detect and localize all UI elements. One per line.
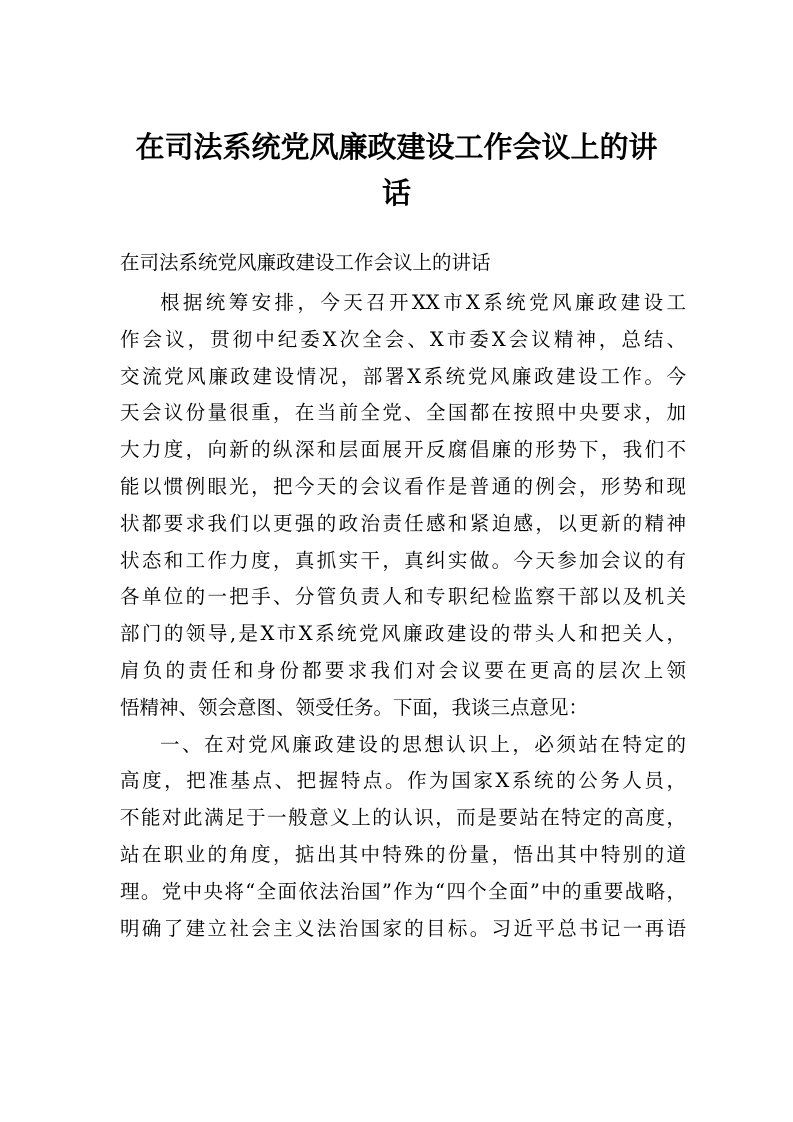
- document-subtitle: 在司法系统党风廉政建设工作会议上的讲话: [120, 251, 491, 274]
- document-title: [100, 124, 693, 216]
- text-line: 作会议，贯彻中纪委X次全会、X市委X会议精神，总结、: [120, 327, 686, 351]
- text-line: 各单位的一把手、分管负责人和专职纪检监察干部以及机关: [120, 585, 686, 609]
- title-line: 话: [381, 176, 411, 210]
- paragraph-intro: [120, 285, 686, 727]
- text-line: 一、在对党风廉政建设的思想认识上，必须站在特定的: [160, 732, 686, 756]
- text-line: 明确了建立社会主义法治国家的目标。习近平总书记一再语: [120, 916, 686, 940]
- text-line: 高度，把准基点、把握特点。作为国家X系统的公务人员，: [120, 769, 686, 793]
- text-line: 天会议份量很重，在当前全党、全国都在按照中央要求，加: [120, 401, 686, 425]
- text-line: 部门的领导,是X市X系统党风廉政建设的带头人和把关人，: [120, 622, 686, 646]
- text-line: 状都要求我们以更强的政治责任感和紧迫感，以更新的精神: [120, 511, 686, 535]
- text-line: 根据统筹安排，今天召开XX市X系统党风廉政建设工: [160, 291, 686, 314]
- text-line: 站在职业的角度，掂出其中特殊的份量，悟出其中特别的道: [120, 842, 686, 866]
- text-line: 大力度，向新的纵深和层面展开反腐倡廉的形势下，我们不: [120, 438, 686, 462]
- text-line: 不能对此满足于一般意义上的认识，而是要站在特定的高度，: [120, 806, 686, 830]
- text-line: 能以惯例眼光，把今天的会议看作是普通的例会，形势和现: [120, 474, 686, 498]
- text-line: 状态和工作力度，真抓实干，真纠实做。今天参加会议的有: [120, 548, 686, 572]
- title-line: 在司法系统党风廉政建设工作会议上的讲: [135, 130, 658, 164]
- text-line: 肩负的责任和身份都要求我们对会议要在更高的层次上领: [120, 658, 686, 682]
- text-line: 理。党中央将“全面依法治国”作为“四个全面”中的重要战略，: [120, 879, 686, 903]
- document-body: [120, 285, 686, 947]
- text-line: 悟精神、领会意图、领受任务。下面，我谈三点意见：: [120, 695, 589, 719]
- paragraph-point-one: [120, 727, 686, 948]
- text-line: 交流党风廉政建设情况，部署X系统党风廉政建设工作。今: [120, 364, 686, 388]
